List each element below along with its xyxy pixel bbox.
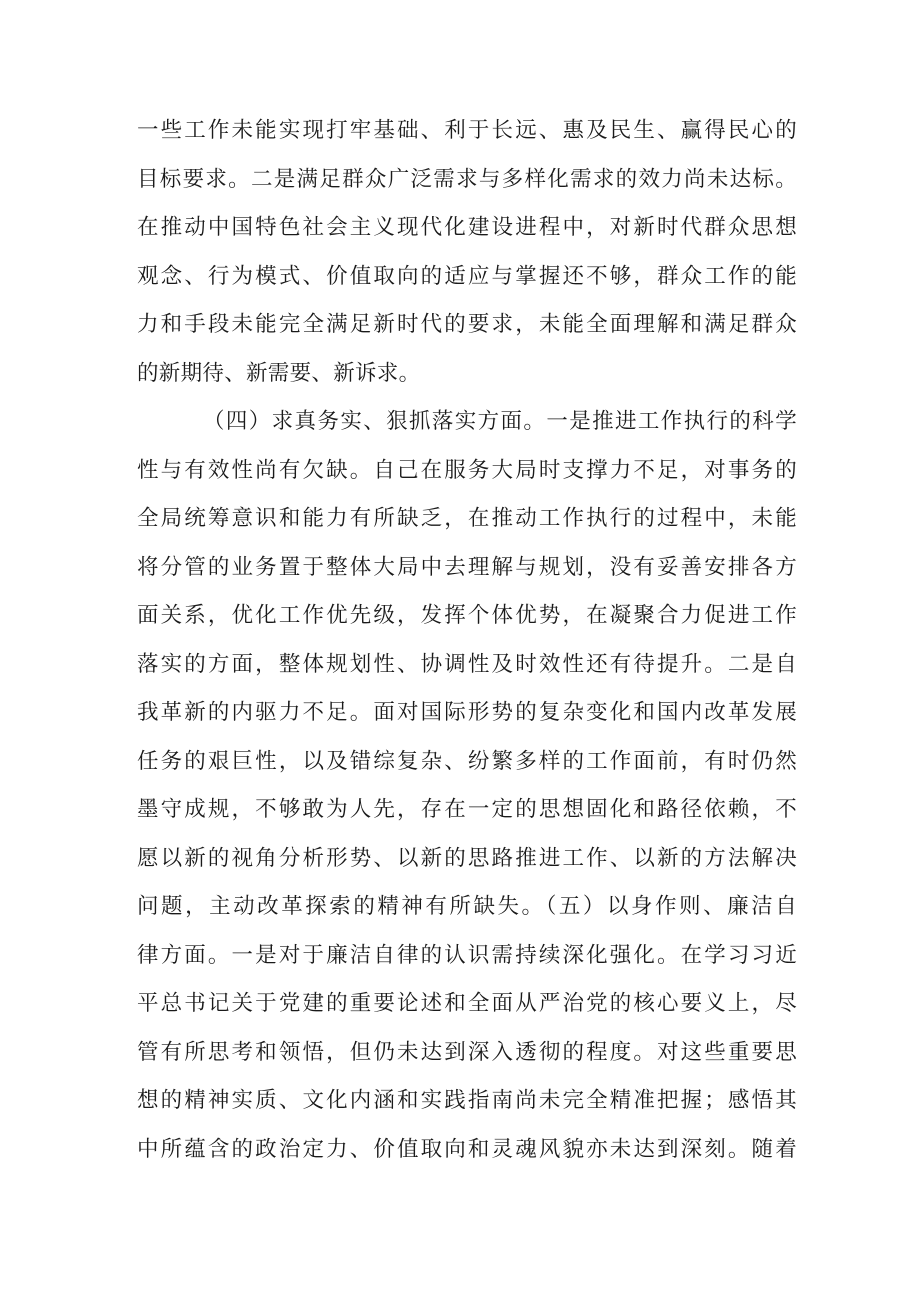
text-line: 我革新的内驱力不足。面对国际形势的复杂变化和国内改革发展 [137,700,797,725]
text-line: 管有所思考和领悟，但仍未达到深入透彻的程度。对这些重要思 [137,1039,797,1065]
body-text [137,107,797,1174]
text-line: 任务的艰巨性，以及错综复杂、纷繁多样的工作面前，有时仍然 [137,748,797,774]
text-line: 将分管的业务置于整体大局中去理解与规划，没有妥善安排各方 [137,554,797,580]
paragraph-start-line: （四）求真务实、狠抓落实方面。一是推进工作执行的科学 [203,409,797,434]
text-line: 问题，主动改革探索的精神有所缺失。（五）以身作则、廉洁自 [137,894,797,919]
text-line: 一些工作未能实现打牢基础、利于长远、惠及民生、赢得民心的 [137,118,797,143]
text-line: 在推动中国特色社会主义现代化建设进程中，对新时代群众思想 [137,215,797,240]
text-line: 性与有效性尚有欠缺。自己在服务大局时支撑力不足，对事务的 [137,457,797,483]
text-line: 中所蕴含的政治定力、价值取向和灵魂风貌亦未达到深刻。随着 [137,1136,797,1162]
text-line: 全局统筹意识和能力有所缺乏，在推动工作执行的过程中，未能 [137,506,797,531]
text-line: 落实的方面，整体规划性、协调性及时效性还有待提升。二是自 [137,651,797,677]
text-line: 想的精神实质、文化内涵和实践指南尚未完全精准把握；感悟其 [137,1088,797,1113]
text-line: 面关系，优化工作优先级，发挥个体优势，在凝聚合力促进工作 [137,603,797,628]
text-line: 目标要求。二是满足群众广泛需求与多样化需求的效力尚未达标。 [137,166,797,192]
text-line: 愿以新的视角分析形势、以新的思路推进工作、以新的方法解决 [137,845,797,871]
text-line: 的新期待、新需要、新诉求。 [137,360,421,386]
text-line: 观念、行为模式、价值取向的适应与掌握还不够，群众工作的能 [137,263,797,289]
text-line: 墨守成规，不够敢为人先，存在一定的思想固化和路径依赖，不 [137,797,797,822]
text-line: 平总书记关于党建的重要论述和全面从严治党的核心要义上，尽 [137,991,797,1016]
text-line: 力和手段未能完全满足新时代的要求，未能全面理解和满足群众 [137,312,797,337]
text-line: 律方面。一是对于廉洁自律的认识需持续深化强化。在学习习近 [137,942,797,968]
